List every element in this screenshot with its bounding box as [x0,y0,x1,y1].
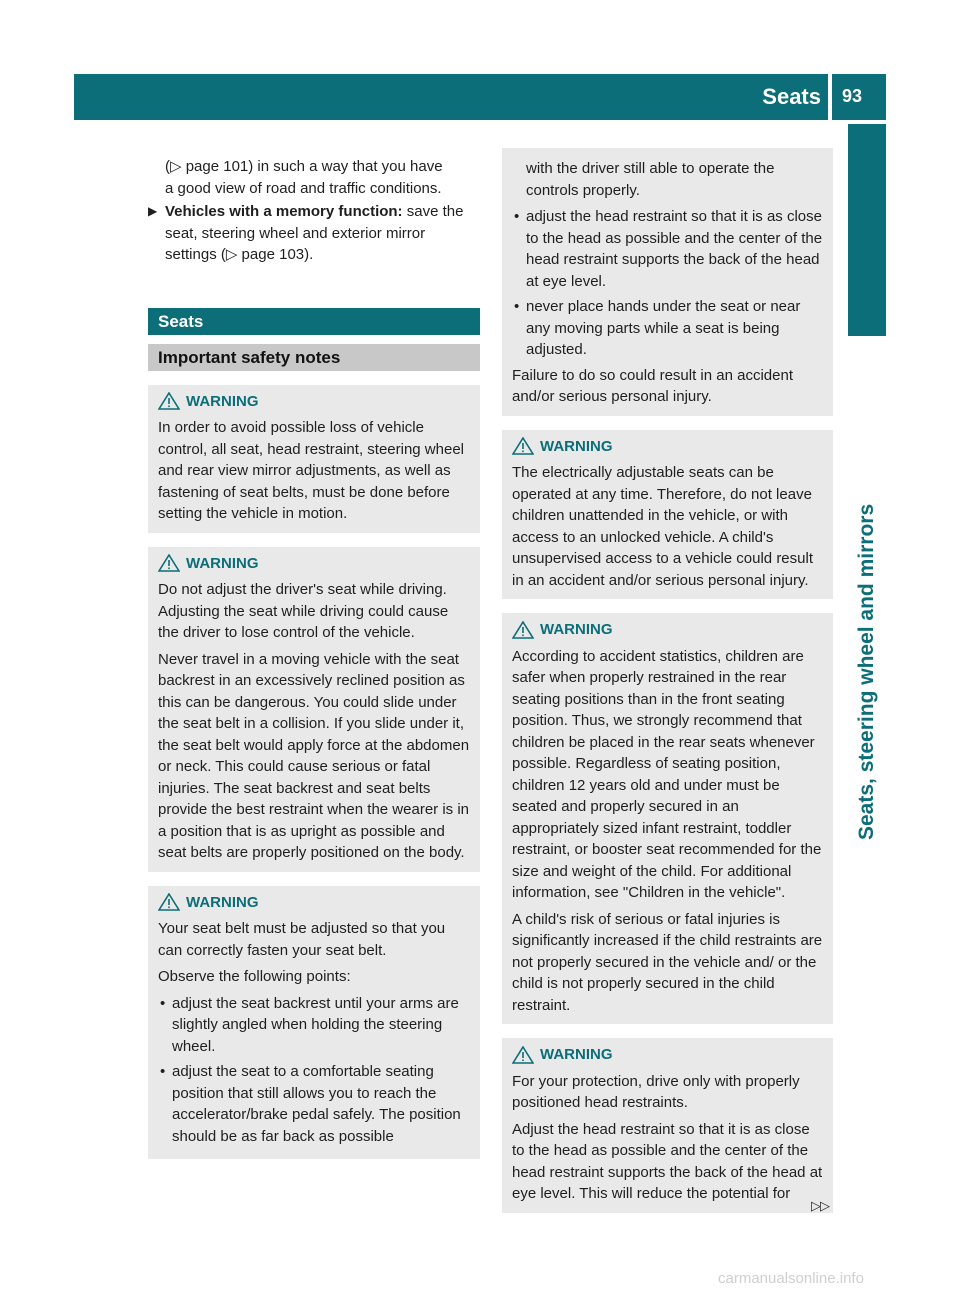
warning-text: Never travel in a moving vehicle with the seat backrest in an excessively reclined position as this can be dangerous. You could slide under the seat belt in a collision. If you slide under it, the seat belt would apply force at the abdomen or neck. This could cause serious or fatal injuries. The seat backrest and seat belts provide the best restraint when the wearer is in a position that is as upright as possible and seat belts are properly positioned on the body. [158,650,470,861]
warning-text: with the driver still able to operate the controls properly. [526,160,775,199]
warning-text: The electrically adjustable seats can be operated at any time. Therefore, do not leave children unattended in the vehicle, or with access to an unlocked vehicle. A child's unsupervised access to a vehicle could result in an accident and/or serious personal injury. [512,464,813,589]
bullet-list [158,993,472,1148]
warning-text: Do not adjust the driver's seat while driving. Adjusting the seat while driving could cause the driver to lose control of the vehicle. [158,581,449,641]
header-divider [828,74,832,120]
step-memory-function: ▶ Vehicles with a memory function: save the seat, steering wheel and exterior mirror settings (▷ page 103). [148,203,464,263]
continued-arrow-icon: ▷▷ [811,1198,829,1213]
list-item: • never place hands under the seat or near any moving parts while a seat is being adjusted. [512,296,825,361]
header-title: Seats [762,84,821,109]
warning-text: In order to avoid possible loss of vehicle control, all seat, head restraint, steering wheel and rear view mirror adjustments, as well as fastening of seat belts, must be done before setting the vehicle in motion. [158,419,464,522]
warning-text: Failure to do so could result in an accident and/or serious personal injury. [512,366,793,405]
warning-heading: WARNING [158,553,472,575]
footer-watermark: carmanualsonline.info [718,1270,864,1287]
warning-text: Observe the following points: [158,968,351,985]
warning-box [502,613,833,1024]
warning-heading: WARNING [512,1044,825,1066]
page-number: 93 [842,86,863,106]
warning-heading: WARNING [158,892,472,914]
page-header [74,74,886,120]
warning-triangle-icon [158,392,180,410]
warning-text: Your seat belt must be adjusted so that you can correctly fasten your seat belt. [158,920,446,959]
list-item: • adjust the seat backrest until your arms are slightly angled when holding the steering wheel. [158,993,472,1058]
warning-box [148,547,480,872]
subsection-title: Important safety notes [148,344,480,371]
warning-triangle-icon [158,554,180,572]
warning-triangle-icon [512,621,534,639]
warning-box [502,430,833,600]
warning-triangle-icon [512,437,534,455]
warning-heading: WARNING [512,436,825,458]
side-chapter-label: Seats, steering wheel and mirrors [855,503,878,840]
warning-box [148,886,480,1160]
section-title: Seats [148,308,480,335]
warning-heading: WARNING [512,619,825,641]
warning-text: Adjust the head restraint so that it is as close to the head as possible and the center of the head restraint supports the back of the head at eye level. This will reduce the potential for [512,1120,823,1202]
warning-heading: WARNING [158,391,472,413]
warning-text: A child's risk of serious or fatal injuries is significantly increased if the child restraints are not properly secured in the vehicle and/ or the child is not properly secured in the child restraint. [512,910,823,1014]
warning-box [502,1038,833,1213]
bullet-list [512,206,825,361]
warning-continuation-box [502,148,833,416]
intro-text-line1: (▷ page 101) in such a way that you have [165,158,443,175]
list-item: • adjust the seat to a comfortable seating position that still allows you to reach the accelerator/brake pedal safely. The position should be as far back as possible [158,1061,472,1147]
warning-text: According to accident statistics, children are safer when properly restrained in the rear seating positions than in the front seating position. Thus, we strongly recommend that children be placed in the rear seats whenever possible. Regardless of seating position, children 12 years old and under must be seated and properly secured in an appropriately sized infant restraint, toddler restraint, or booster seat recommended for the size and weight of the child. For additional information, see "Children in the vehicle". [512,647,822,901]
list-item: • adjust the head restraint so that it is as close to the head as possible and the center of the head restraint supports the back of the head at eye level. [512,206,825,292]
step-arrow-icon: ▶ [148,204,158,218]
warning-triangle-icon [158,893,180,911]
side-tab [848,124,886,336]
warning-text: For your protection, drive only with properly positioned head restraints. [512,1072,800,1111]
warning-triangle-icon [512,1046,534,1064]
intro-text-line2: a good view of road and traffic conditions. [165,179,442,197]
warning-box [148,385,480,533]
right-column [502,148,833,1213]
left-column [148,156,480,1159]
